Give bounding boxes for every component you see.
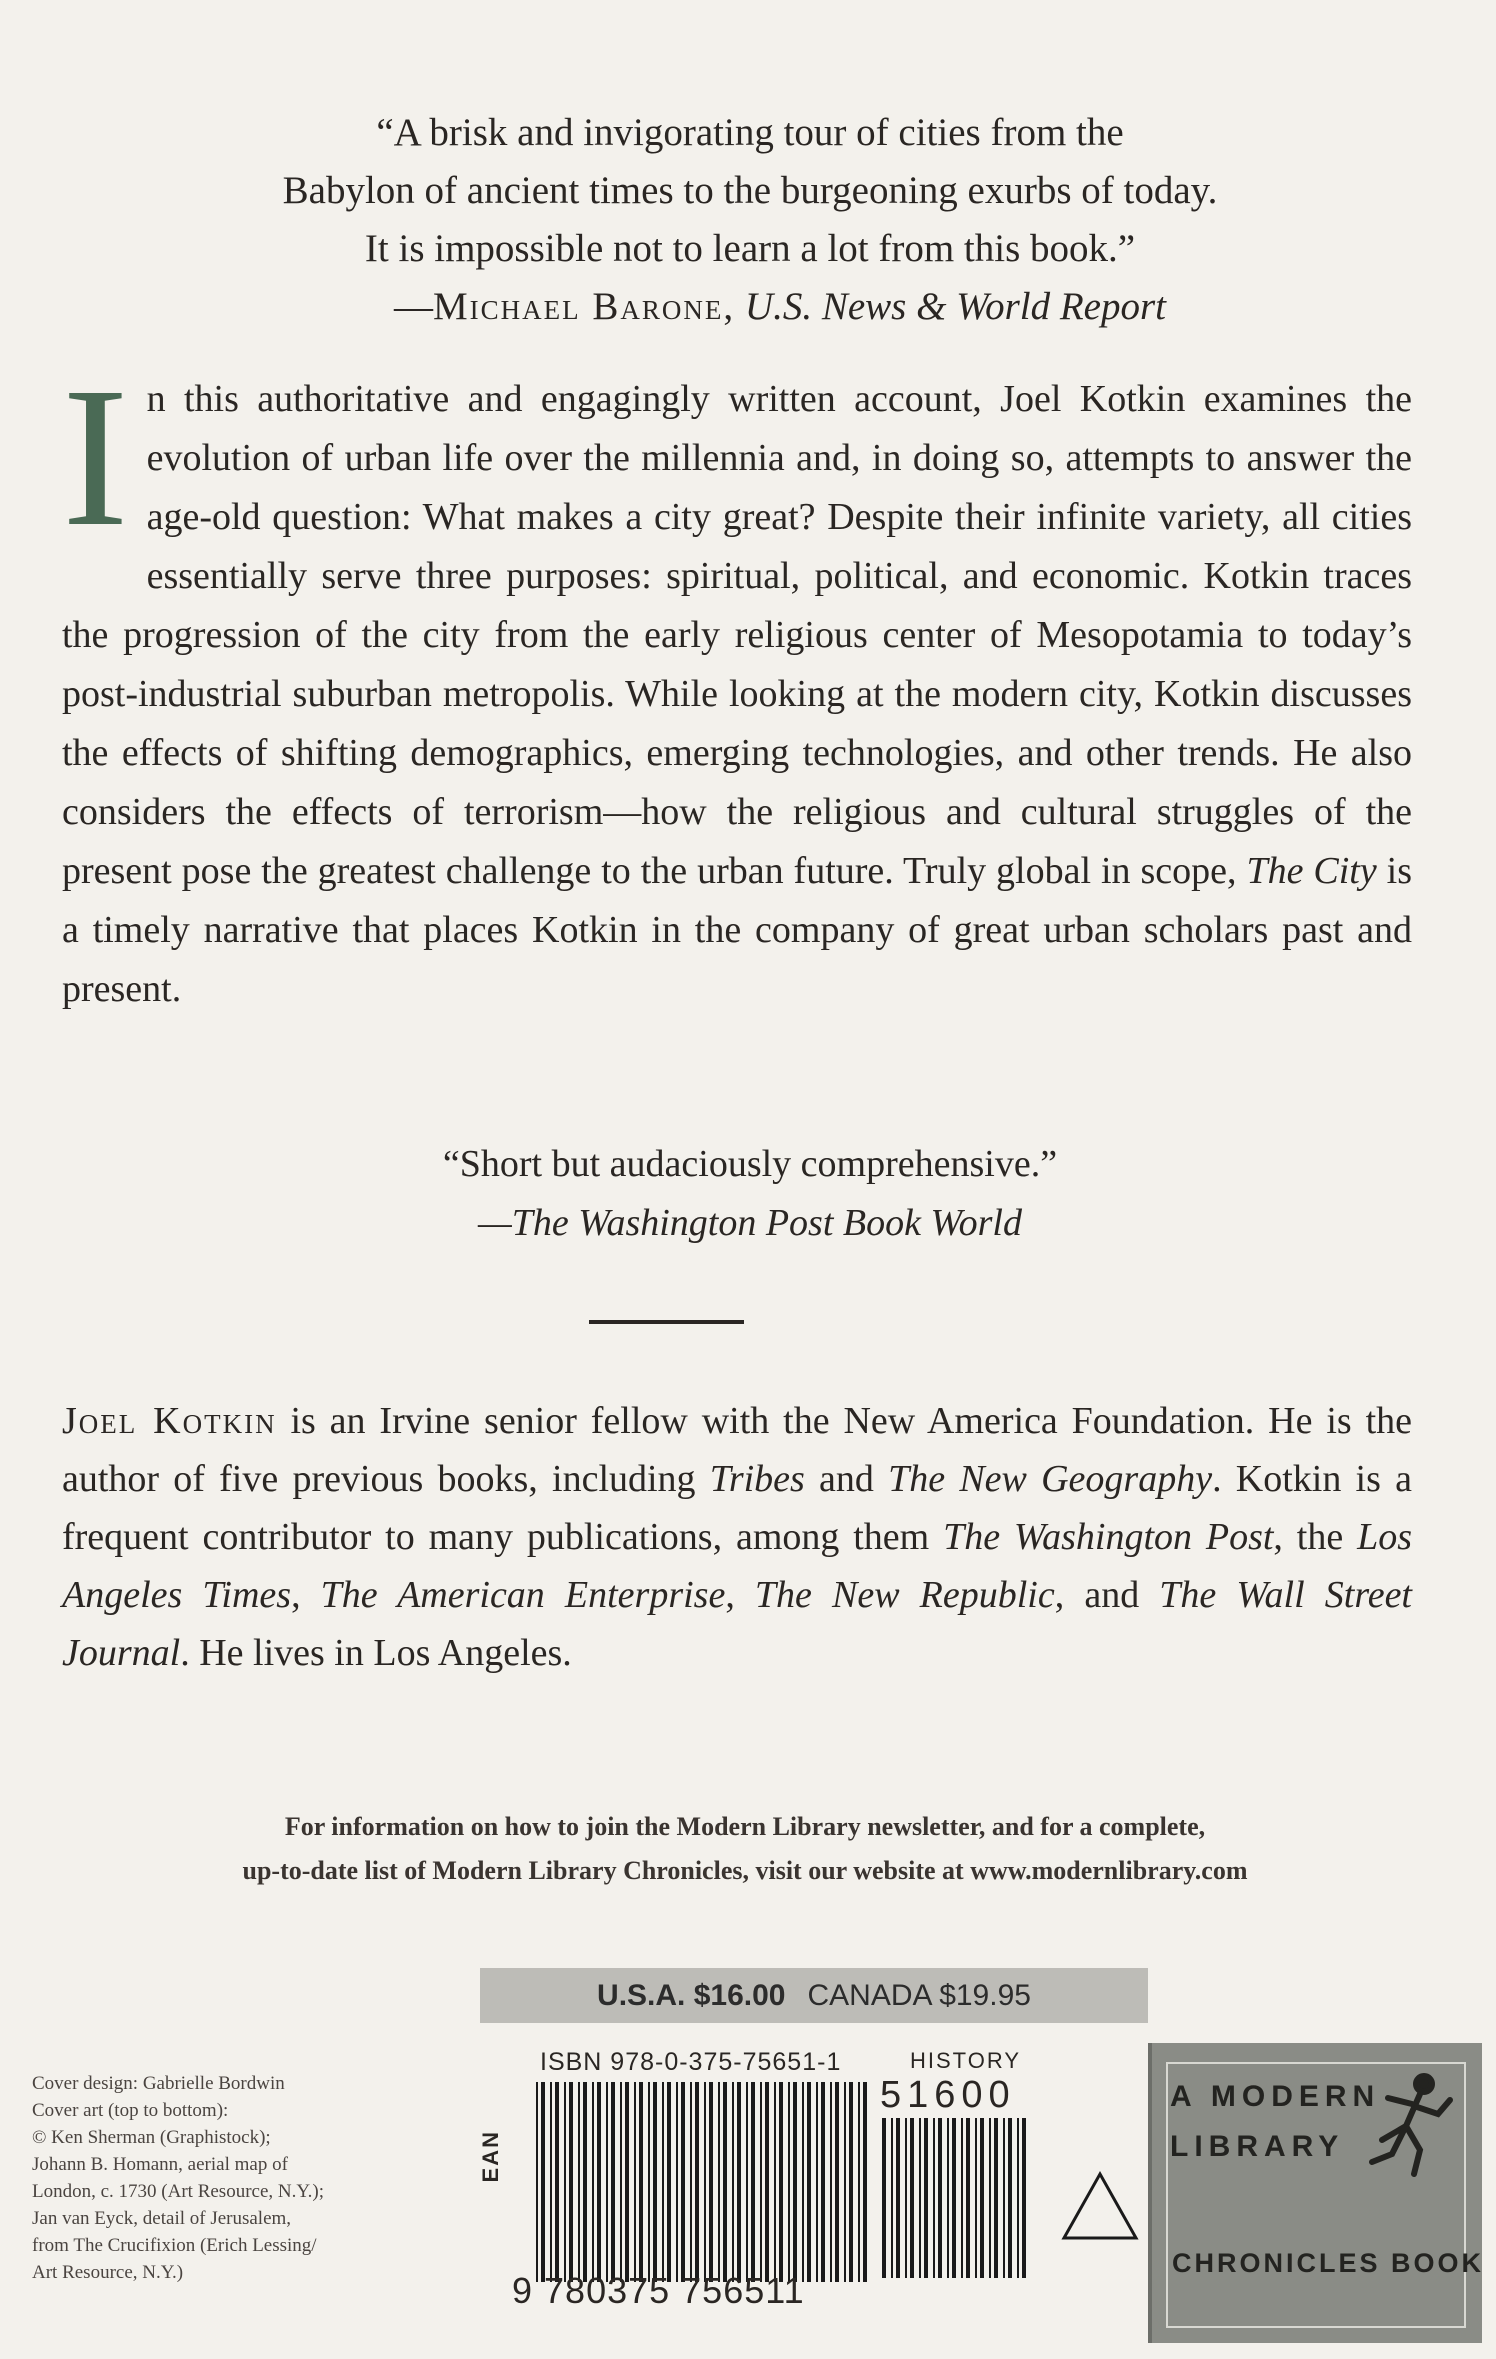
barcode-bar xyxy=(905,2118,907,2278)
barcode-bar xyxy=(592,2082,594,2282)
book-title: Tribes xyxy=(709,1458,805,1500)
logo-line: A MODERN xyxy=(1170,2080,1381,2113)
barcode-bar xyxy=(952,2118,956,2278)
barcode-bar xyxy=(709,2082,713,2282)
credit-line: from The Crucifixion (Erich Lessing/ xyxy=(32,2235,317,2256)
info-line: up-to-date list of Modern Library Chronicles, visit our website at www.modernlibrary.com xyxy=(242,1856,1248,1885)
runner-icon xyxy=(1362,2070,1457,2180)
barcode-bar xyxy=(732,2082,734,2282)
barcode-bar xyxy=(704,2082,706,2282)
barcode-bar xyxy=(597,2082,601,2282)
credit-line: Cover design: Gabrielle Bordwin xyxy=(32,2073,285,2094)
barcode-bar xyxy=(620,2082,622,2282)
quote-line: “A brisk and invigorating tour of cities from the xyxy=(376,111,1124,154)
barcode-bar xyxy=(634,2082,636,2282)
quote-line: It is impossible not to learn a lot from this book.” xyxy=(364,227,1136,270)
barcode-bar xyxy=(896,2118,900,2278)
barcode-bar xyxy=(774,2082,776,2282)
logo-line: LIBRARY xyxy=(1170,2130,1345,2163)
canada-price: CANADA $19.95 xyxy=(807,1978,1031,2012)
barcode-bar xyxy=(1003,2118,1005,2278)
barcode-bar xyxy=(961,2118,963,2278)
barcode-bar xyxy=(578,2082,580,2282)
barcode-bar xyxy=(695,2082,699,2282)
barcode-bar xyxy=(737,2082,741,2282)
barcode-bar xyxy=(541,2082,545,2282)
top-review-quote xyxy=(150,104,1350,336)
barcode-bar xyxy=(989,2118,991,2278)
quote-line: Babylon of ancient times to the burgeoning exurbs of today. xyxy=(282,169,1218,212)
barcode-bar xyxy=(746,2082,748,2282)
usa-price: U.S.A. $16.00 xyxy=(597,1978,786,2012)
credit-line: Jan van Eyck, detail of Jerusalem, xyxy=(32,2208,292,2229)
barcode-bar xyxy=(793,2082,797,2282)
triangle-icon xyxy=(1060,2170,1140,2242)
barcode-bar xyxy=(681,2082,685,2282)
book-title: The New Geography xyxy=(888,1458,1213,1500)
credit-line: London, c. 1730 (Art Resource, N.Y.); xyxy=(32,2181,324,2202)
isbn-label: ISBN 978-0-375-75651-1 xyxy=(540,2048,842,2076)
barcode-bar xyxy=(919,2118,921,2278)
barcode-bar xyxy=(625,2082,629,2282)
attribution-dash: — xyxy=(394,285,433,328)
barcode-bar xyxy=(676,2082,678,2282)
barcode-bar xyxy=(718,2082,720,2282)
barcode-bar xyxy=(606,2082,608,2282)
info-line: For information on how to join the Modern Library newsletter, and for a complete, xyxy=(284,1812,1206,1841)
barcode-bar xyxy=(723,2082,727,2282)
barcode-bar xyxy=(966,2118,970,2278)
barcode-bar xyxy=(569,2082,573,2282)
credit-line: Johann B. Homann, aerial map of xyxy=(32,2154,288,2175)
barcode-bar xyxy=(550,2082,552,2282)
barcode-bar xyxy=(648,2082,650,2282)
author-bio xyxy=(62,1392,1412,1682)
barcode-bar xyxy=(639,2082,643,2282)
barcode-bar xyxy=(555,2082,559,2282)
section-divider xyxy=(589,1320,744,1324)
barcode-bar xyxy=(802,2082,804,2282)
second-review-quote xyxy=(150,1135,1350,1253)
publication-title: The Washington Post xyxy=(943,1516,1274,1558)
category-label: HISTORY xyxy=(910,2048,1021,2073)
credit-line: © Ken Sherman (Graphistock); xyxy=(32,2127,271,2148)
barcode-bar xyxy=(662,2082,664,2282)
quote-attribution: —The Washington Post Book World xyxy=(477,1202,1022,1244)
quote-text: “Short but audaciously comprehensive.” xyxy=(442,1143,1058,1185)
bio-text: . Kotkin is a frequent contributor to many publications, among them xyxy=(62,1458,1412,1558)
barcode-bar xyxy=(1017,2118,1019,2278)
barcode-bar xyxy=(933,2118,935,2278)
barcode-bar xyxy=(835,2082,839,2282)
book-description xyxy=(62,347,1412,1019)
barcode-main xyxy=(534,2082,874,2282)
attribution-source: U.S. News & World Report xyxy=(744,285,1166,328)
barcode-bar xyxy=(690,2082,692,2282)
barcode-bar xyxy=(938,2118,942,2278)
bio-text: , and xyxy=(1054,1574,1160,1616)
barcode-bar xyxy=(564,2082,566,2282)
publication-title: Los Angeles Times xyxy=(62,1516,1412,1616)
barcode-bar xyxy=(830,2082,832,2282)
barcode-bar xyxy=(751,2082,755,2282)
bio-text: , the xyxy=(1273,1516,1358,1558)
publication-title: The New Republic xyxy=(754,1574,1055,1616)
bio-text: , xyxy=(291,1574,321,1616)
barcode-bar xyxy=(779,2082,783,2282)
barcode-bar xyxy=(583,2082,587,2282)
barcode-bar xyxy=(1008,2118,1012,2278)
barcode-bar xyxy=(947,2118,949,2278)
barcode-bar xyxy=(816,2082,818,2282)
barcode-bar xyxy=(975,2118,977,2278)
newsletter-info xyxy=(90,1805,1400,1893)
barcode-bar xyxy=(807,2082,811,2282)
barcode-bar xyxy=(980,2118,984,2278)
barcode-bar xyxy=(821,2082,825,2282)
barcode-bar xyxy=(891,2118,893,2278)
credit-line: Cover art (top to bottom): xyxy=(32,2100,229,2121)
barcode-bar xyxy=(863,2082,867,2282)
bio-text: . He lives in Los Angeles. xyxy=(180,1632,572,1674)
bio-text: , xyxy=(725,1574,755,1616)
logo-line: CHRONICLES BOOK xyxy=(1172,2248,1485,2278)
barcode-bar xyxy=(760,2082,762,2282)
price-code: 51600 xyxy=(880,2074,1016,2116)
bio-text: is an Irvine senior fellow with the New America Foundation. He is the author of five previous books, including xyxy=(62,1400,1412,1500)
drop-cap: I xyxy=(62,347,129,568)
ean-label: EAN xyxy=(478,2130,503,2183)
price-bar xyxy=(480,1968,1148,2023)
author-name: Joel Kotkin xyxy=(62,1400,277,1442)
barcode-bar xyxy=(1022,2118,1026,2278)
publication-title: The Wall Street Journal xyxy=(62,1574,1412,1674)
barcode-bar xyxy=(653,2082,657,2282)
barcode-bar xyxy=(858,2082,860,2282)
barcode-bar xyxy=(765,2082,769,2282)
barcode-bar xyxy=(994,2118,998,2278)
publication-title: The American Enterprise xyxy=(320,1574,726,1616)
book-title: The City xyxy=(1246,850,1377,892)
barcode-addon xyxy=(880,2118,1030,2278)
barcode-bar xyxy=(667,2082,671,2282)
description-text: is a timely narrative that places Kotkin in the company of great urban scholars past and present. xyxy=(62,850,1412,1010)
cover-credits xyxy=(32,2070,452,2286)
barcode-bar xyxy=(924,2118,928,2278)
attribution-author: Michael Barone, xyxy=(433,285,736,328)
bio-text: and xyxy=(804,1458,889,1500)
barcode-bar xyxy=(882,2118,886,2278)
barcode-bar xyxy=(611,2082,615,2282)
barcode-bar xyxy=(536,2082,538,2282)
barcode-digits: 9 780375 756511 xyxy=(512,2270,805,2311)
barcode-bar xyxy=(849,2082,853,2282)
barcode-bar xyxy=(788,2082,790,2282)
description-text: n this authoritative and engagingly written account, Joel Kotkin examines the evolution of urban life over the millennia and, in doing so, attempts to answer the age-old question: What makes a city great? Despite their infinite variety, all cities essentially serve three purposes: spiritual, political, and economic. Kotkin traces the progression of the city from the early religious center of Mesopotamia to today’s post-industrial suburban metropolis. While looking at the modern city, Kotkin discusses the effects of shifting demographics, emerging technologies, and other trends. He also considers the effects of terrorism—how the religious and cultural struggles of the present pose the greatest challenge to the urban future. Truly global in scope, xyxy=(62,378,1412,892)
credit-line: Art Resource, N.Y.) xyxy=(32,2262,184,2283)
quote-attribution xyxy=(150,278,1350,336)
barcode-bar xyxy=(910,2118,914,2278)
barcode-bar xyxy=(844,2082,846,2282)
